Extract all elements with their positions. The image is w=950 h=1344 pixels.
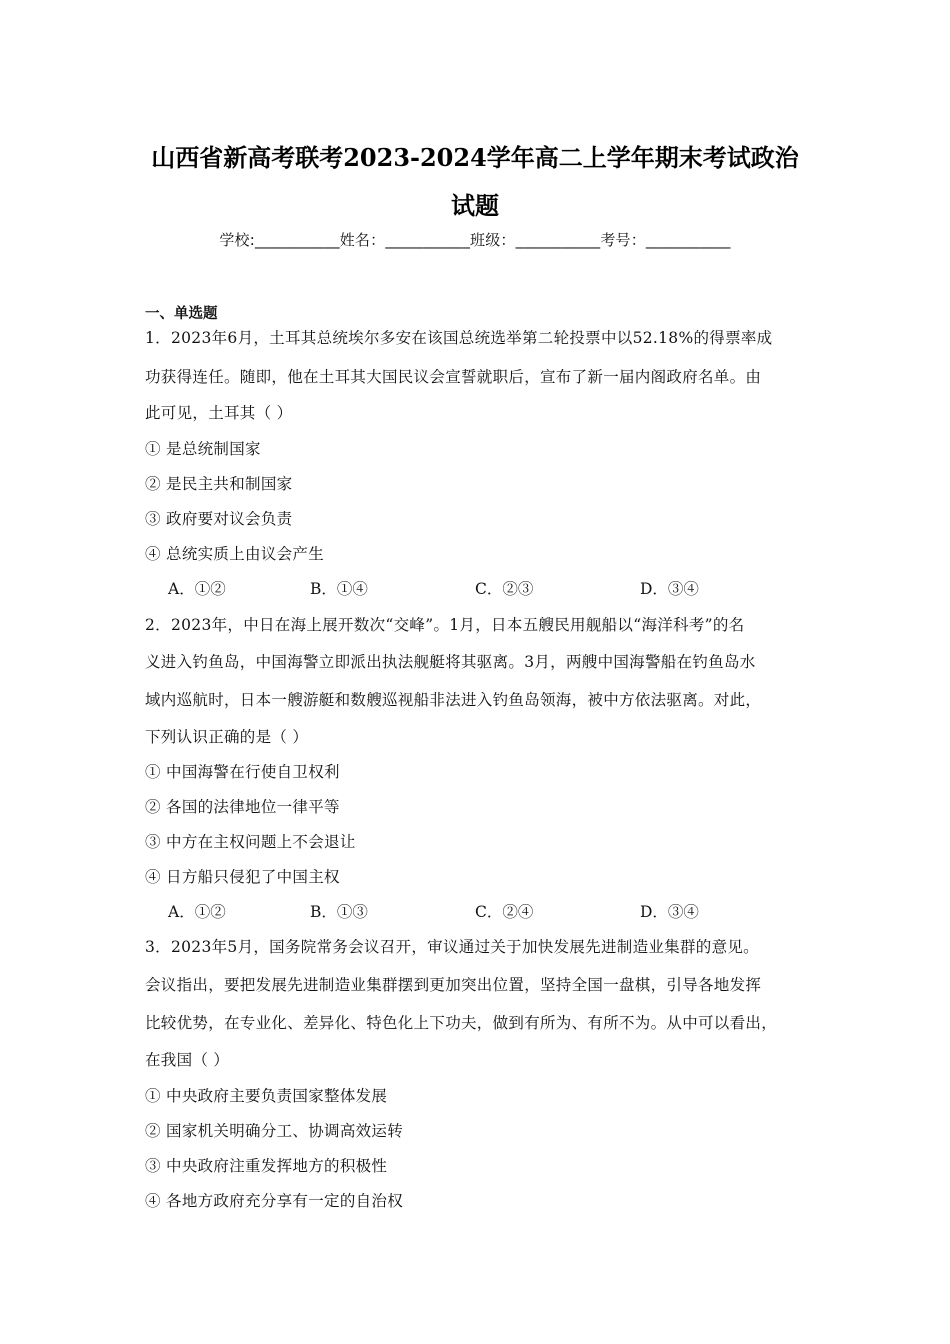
question-1-stem-line: 功获得连任。随即，他在土耳其大国民议会宣誓就职后，宣布了新一届内阁政府名单。由: [145, 368, 762, 386]
question-2-stem-line: 下列认识正确的是（ ）: [145, 728, 309, 746]
option-d: D．③④: [640, 903, 699, 921]
question-3-stem-line: 会议指出，要把发展先进制造业集群摆到更加突出位置，坚持全国一盘棋，引导各地发挥: [145, 976, 762, 994]
option-d: D．③④: [640, 580, 699, 598]
option-b: B．①③: [310, 903, 368, 921]
question-1-options: [168, 577, 868, 601]
question-3-stem-line: 3．2023年5月，国务院常务会议召开，审议通过关于加快发展先进制造业集群的意见。: [145, 938, 759, 956]
question-3-item: ① 中央政府主要负责国家整体发展: [145, 1087, 388, 1105]
question-3-stem-line: 在我国（ ）: [145, 1051, 230, 1069]
question-2-item: ③ 中方在主权问题上不会退让: [145, 833, 356, 851]
question-3-item: ③ 中央政府注重发挥地方的积极性: [145, 1157, 388, 1175]
question-2-item: ④ 日方船只侵犯了中国主权: [145, 868, 340, 886]
document-title-line-2: 试题: [451, 191, 499, 220]
question-1-stem-line: 此可见，土耳其（ ）: [145, 404, 293, 422]
option-c: C．②④: [475, 903, 534, 921]
question-3-item: ② 国家机关明确分工、协调高效运转: [145, 1122, 404, 1140]
option-c: C．②③: [475, 580, 534, 598]
option-a: A．①②: [168, 580, 226, 598]
section-title: 一、单选题: [145, 306, 218, 322]
option-b: B．①④: [310, 580, 368, 598]
question-1-item: ③ 政府要对议会负责: [145, 510, 293, 528]
question-3-item: ④ 各地方政府充分享有一定的自治权: [145, 1192, 404, 1210]
student-info-line: 学校:___________姓名：___________班级：___________考号：___________: [219, 231, 731, 249]
question-1-stem-line: 1．2023年6月，土耳其总统埃尔多安在该国总统选举第二轮投票中以52.18%的得票率成: [145, 329, 773, 347]
question-1-item: ① 是总统制国家: [145, 440, 261, 458]
question-3-stem-line: 比较优势，在专业化、差异化、特色化上下功夫，做到有所为、有所不为。从中可以看出，: [145, 1014, 778, 1032]
question-1-item: ④ 总统实质上由议会产生: [145, 545, 325, 563]
question-2-item: ① 中国海警在行使自卫权利: [145, 763, 340, 781]
question-2-stem-line: 域内巡航时，日本一艘游艇和数艘巡视船非法进入钓鱼岛领海，被中方依法驱离。对此，: [145, 691, 762, 709]
question-2-stem-line: 义进入钓鱼岛，中国海警立即派出执法舰艇将其驱离。3月，两艘中国海警船在钓鱼岛水: [145, 653, 756, 671]
question-2-item: ② 各国的法律地位一律平等: [145, 798, 340, 816]
option-a: A．①②: [168, 903, 226, 921]
question-2-stem-line: 2．2023年，中日在海上展开数次“交峰”。1月，日本五艘民用舰船以“海洋科考”的名: [145, 616, 745, 634]
document-title-line-1: 山西省新高考联考2023-2024学年高二上学年期末考试政治: [151, 143, 799, 172]
question-2-options: [168, 900, 868, 924]
question-1-item: ② 是民主共和制国家: [145, 475, 293, 493]
